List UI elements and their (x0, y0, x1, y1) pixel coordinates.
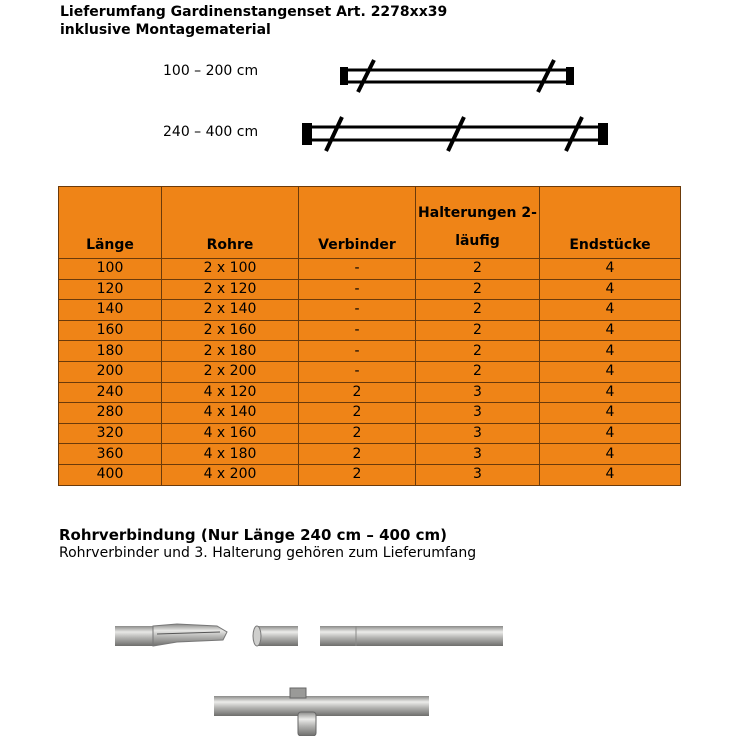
curtain-rod-3-brackets-icon (302, 113, 612, 155)
table-cell: 4 (540, 361, 681, 382)
table-row (59, 341, 681, 362)
column-header: Halterungen 2-läufig (416, 187, 540, 259)
table-cell: 3 (416, 403, 540, 424)
column-header: Rohre (162, 187, 299, 259)
table-cell: 2 (299, 444, 416, 465)
table-cell: 4 (540, 259, 681, 280)
table-cell: 2 (299, 403, 416, 424)
table-cell: - (299, 259, 416, 280)
page-title: Lieferumfang Gardinenstangenset Art. 2278xx39 (60, 4, 448, 20)
table-cell: 240 (59, 382, 162, 403)
table-cell: 2 x 180 (162, 341, 299, 362)
table-cell: 2 (299, 382, 416, 403)
column-header: Endstücke (540, 187, 681, 259)
table-cell: 320 (59, 423, 162, 444)
assembled-rod-with-bracket-image (214, 686, 434, 736)
table-cell: 3 (416, 444, 540, 465)
table-cell: 100 (59, 259, 162, 280)
table-cell: 4 x 120 (162, 382, 299, 403)
table-cell: 4 (540, 300, 681, 321)
table-cell: 2 x 200 (162, 361, 299, 382)
table-cell: - (299, 361, 416, 382)
table-row (59, 300, 681, 321)
table-row (59, 361, 681, 382)
delivery-scope-table (58, 186, 681, 486)
table-cell: 2 (416, 279, 540, 300)
table-cell: 2 (299, 464, 416, 485)
table-row (59, 382, 681, 403)
table-cell: 2 x 100 (162, 259, 299, 280)
column-header: Verbinder (299, 187, 416, 259)
table-cell: 2 (416, 259, 540, 280)
table-cell: 4 (540, 444, 681, 465)
curtain-rod-2-brackets-icon (340, 58, 575, 98)
table-cell: 4 (540, 320, 681, 341)
table-cell: 400 (59, 464, 162, 485)
table-row (59, 279, 681, 300)
table-cell: 4 (540, 403, 681, 424)
table-cell: 4 (540, 464, 681, 485)
table-cell: - (299, 279, 416, 300)
table-cell: 4 x 200 (162, 464, 299, 485)
table-row (59, 403, 681, 424)
table-cell: 2 x 140 (162, 300, 299, 321)
table-cell: 180 (59, 341, 162, 362)
table-cell: 4 (540, 382, 681, 403)
table-row (59, 320, 681, 341)
table-row (59, 464, 681, 485)
table-row (59, 444, 681, 465)
pipe-with-connector-image (115, 612, 235, 652)
table-row (59, 259, 681, 280)
column-header: Länge (59, 187, 162, 259)
table-cell: 160 (59, 320, 162, 341)
table-cell: 200 (59, 361, 162, 382)
table-cell: 3 (416, 464, 540, 485)
pipe-section-image (320, 624, 505, 648)
table-cell: - (299, 341, 416, 362)
section-title: Rohrverbindung (Nur Länge 240 cm – 400 cm) (59, 526, 448, 544)
table-cell: 2 (416, 300, 540, 321)
table-cell: 3 (416, 382, 540, 403)
table-cell: 360 (59, 444, 162, 465)
table-cell: 2 (416, 320, 540, 341)
table-cell: 4 x 160 (162, 423, 299, 444)
table-cell: 280 (59, 403, 162, 424)
table-cell: 4 (540, 423, 681, 444)
table-cell: 2 x 160 (162, 320, 299, 341)
section-subtitle: Rohrverbinder und 3. Halterung gehören zum Lieferumfang (59, 545, 477, 561)
table-cell: 2 (416, 341, 540, 362)
variant-range-short: 100 – 200 cm (163, 63, 259, 79)
page-subtitle: inklusive Montagematerial (60, 22, 271, 38)
table-cell: 4 (540, 341, 681, 362)
table-cell: 120 (59, 279, 162, 300)
table-cell: 140 (59, 300, 162, 321)
table-cell: 2 x 120 (162, 279, 299, 300)
table-cell: 4 x 140 (162, 403, 299, 424)
table-cell: 4 x 180 (162, 444, 299, 465)
table-cell: - (299, 300, 416, 321)
table-cell: 2 (416, 361, 540, 382)
table-cell: 3 (416, 423, 540, 444)
variant-range-long: 240 – 400 cm (163, 124, 259, 140)
table-row (59, 423, 681, 444)
table-cell: 2 (299, 423, 416, 444)
connector-sleeve-image (252, 624, 302, 648)
table-cell: - (299, 320, 416, 341)
table-cell: 4 (540, 279, 681, 300)
table-header-row (59, 187, 681, 259)
